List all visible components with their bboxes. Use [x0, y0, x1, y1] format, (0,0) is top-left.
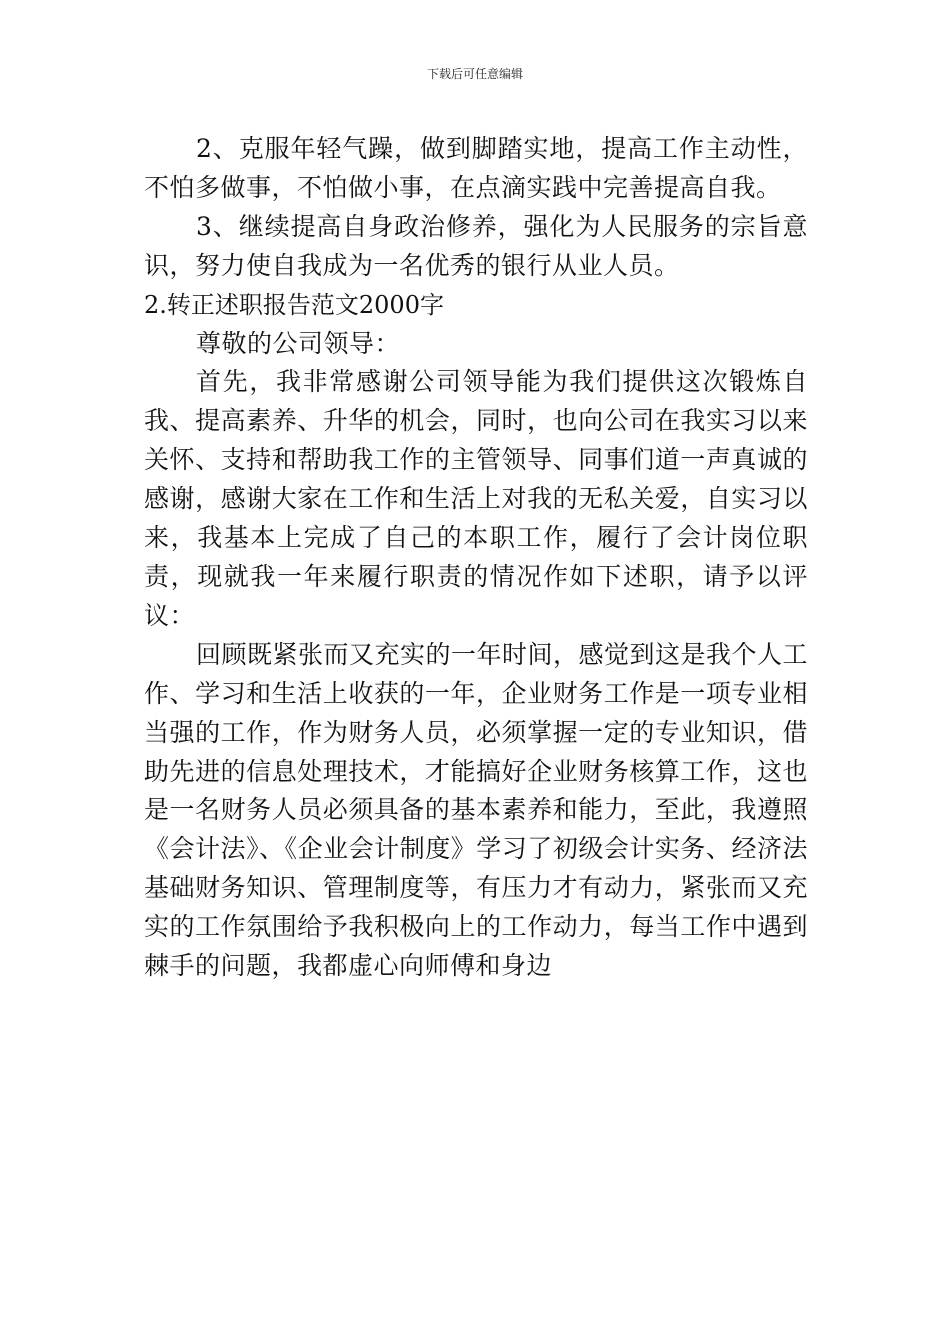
paragraph-review: 回顾既紧张而又充实的一年时间，感觉到这是我个人工作、学习和生活上收获的一年，企业财务工作是一项专业相当强的工作，作为财务人员，必须掌握一定的专业知识，借助先进的信息处理技术，才能搞好企业财务核算工作，这也是一名财务人员必须具备的基本素养和能力，至此，我遵照《会计法》、《企业会计制度》学习了初级会计实务、经济法基础财务知识、管理制度等，有压力才有动力，紧张而又充实的工作氛围给予我积极向上的工作动力，每当工作中遇到棘手的问题，我都虚心向师傅和身边 — [144, 639, 809, 981]
document-body — [144, 130, 808, 986]
header-note: 下载后可任意编辑 — [426, 67, 523, 81]
section-heading: 2.转正述职报告范文2000字 — [144, 290, 444, 319]
greeting: 尊敬的公司领导： — [196, 328, 401, 358]
paragraph-intro: 首先，我非常感谢公司领导能为我们提供这次锻炼自我、提高素养、升华的机会，同时，也向公司在我实习以来关怀、支持和帮助我工作的主管领导、同事们道一声真诚的感谢，感谢大家在工作和生活上对我的无私关爱，自实习以来，我基本上完成了自己的本职工作，履行了会计岗位职责，现就我一年来履行职责的情况作如下述职，请予以评议： — [144, 367, 808, 630]
paragraph-item-2: 2、克服年轻气躁，做到脚踏实地，提高工作主动性，不怕多做事，不怕做小事，在点滴实践中完善提高自我。 — [144, 134, 808, 202]
paragraph-item-3: 3、继续提高自身政治修养，强化为人民服务的宗旨意识，努力使自我成为一名优秀的银行从业人员。 — [144, 211, 808, 280]
